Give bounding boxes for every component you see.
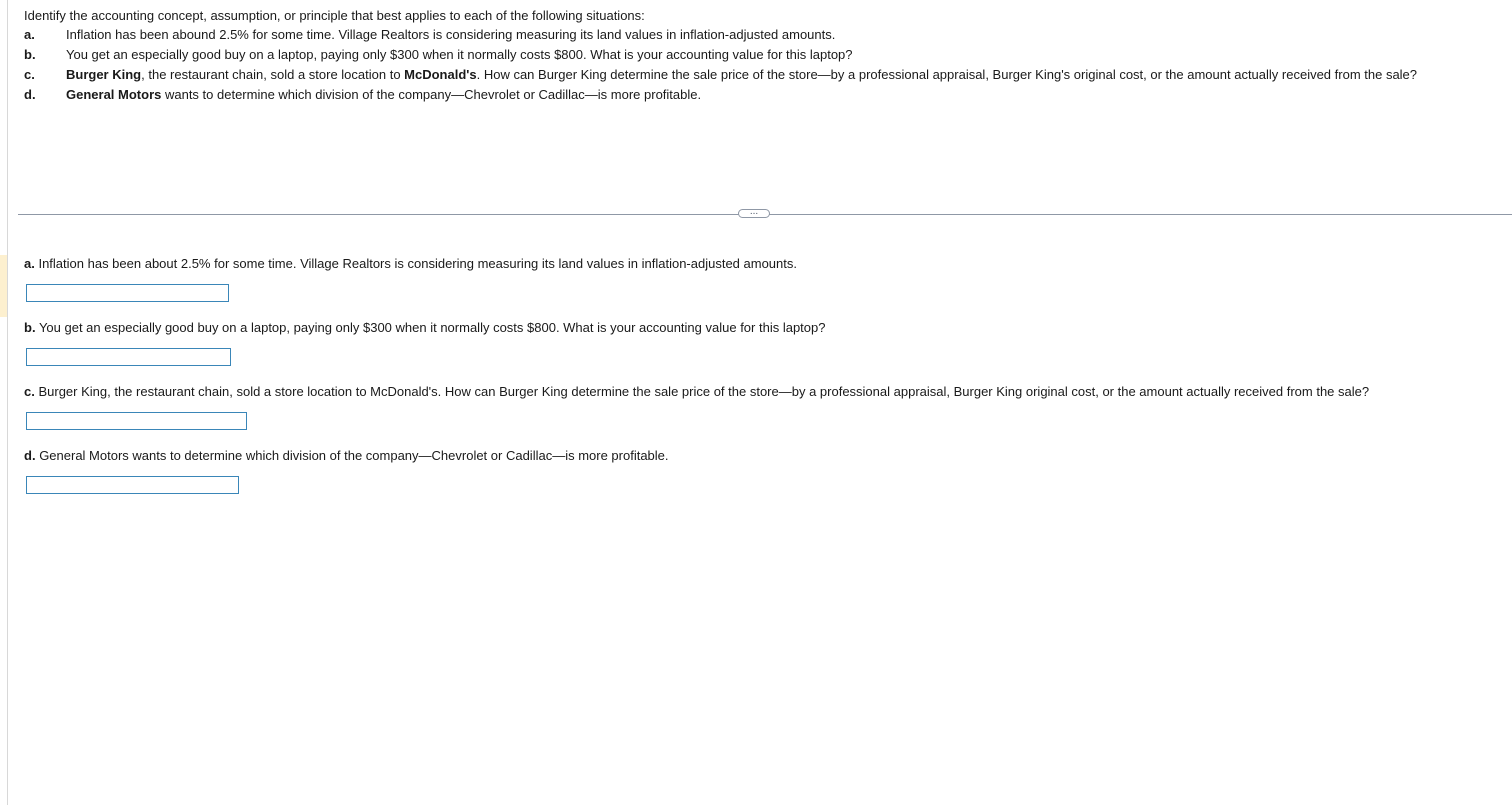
- situation-d: [24, 87, 1494, 103]
- question-b: [24, 320, 825, 336]
- problem-statement: [24, 8, 1494, 107]
- situation-text: [66, 27, 835, 43]
- situation-text-part: . How can Burger King determine the sale price of the store—by a professional appraisal, Burger King's original cost, or the amount actually received from the sale?: [476, 67, 1418, 82]
- problem-prompt: Identify the accounting concept, assumption, or principle that best applies to each of the following situations:: [24, 8, 645, 23]
- question-d: [24, 448, 669, 464]
- situation-bold: General Motors: [66, 87, 162, 102]
- active-question-marker: [0, 255, 7, 317]
- situation-bold: McDonald's: [404, 67, 477, 82]
- answer-input-b[interactable]: [26, 348, 231, 366]
- situation-b: [24, 47, 1494, 63]
- situation-letter: d.: [24, 87, 36, 102]
- situation-text-part: You get an especially good buy on a laptop, paying only $300 when it normally costs $800. What is your accounting value for this laptop?: [66, 47, 853, 62]
- question-text: Burger King, the restaurant chain, sold a store location to McDonald's. How can Burger King determine the sale price of the store—by a professional appraisal, Burger King original cost, or the amount actually received from the sale?: [38, 384, 1370, 399]
- situation-text: [66, 47, 853, 63]
- question-letter: d.: [24, 448, 36, 463]
- situation-text-part: wants to determine which division of the company—Chevrolet or Cadillac—is more profitable.: [161, 87, 702, 102]
- question-text: You get an especially good buy on a laptop, paying only $300 when it normally costs $800. What is your accounting value for this laptop?: [38, 320, 826, 335]
- situation-text: [66, 67, 1417, 83]
- expand-toggle-button[interactable]: [738, 205, 770, 218]
- situation-letter: b.: [24, 47, 36, 62]
- question-a: [24, 256, 797, 272]
- ellipsis-icon: ...: [749, 205, 759, 217]
- situation-letter: a.: [24, 27, 35, 42]
- question-letter: c.: [24, 384, 35, 399]
- question-letter: b.: [24, 320, 36, 335]
- situation-letter: c.: [24, 67, 35, 82]
- question-c: [24, 384, 1369, 400]
- situation-text-part: Inflation has been abound 2.5% for some time. Village Realtors is considering measuring its land values in inflation-adjusted amounts.: [66, 27, 836, 42]
- answer-input-a[interactable]: [26, 284, 229, 302]
- left-border: [7, 0, 8, 805]
- situation-c: [24, 67, 1494, 83]
- situation-a: [24, 27, 1494, 43]
- situation-bold: Burger King: [66, 67, 142, 82]
- answer-input-d[interactable]: [26, 476, 239, 494]
- question-text: Inflation has been about 2.5% for some time. Village Realtors is considering measuring its land values in inflation-adjusted amounts.: [38, 256, 797, 271]
- answer-input-c[interactable]: [26, 412, 247, 430]
- situation-text-part: , the restaurant chain, sold a store location to: [141, 67, 405, 82]
- question-text: General Motors wants to determine which division of the company—Chevrolet or Cadillac—is more profitable.: [39, 448, 669, 463]
- question-letter: a.: [24, 256, 35, 271]
- situation-text: [66, 87, 701, 103]
